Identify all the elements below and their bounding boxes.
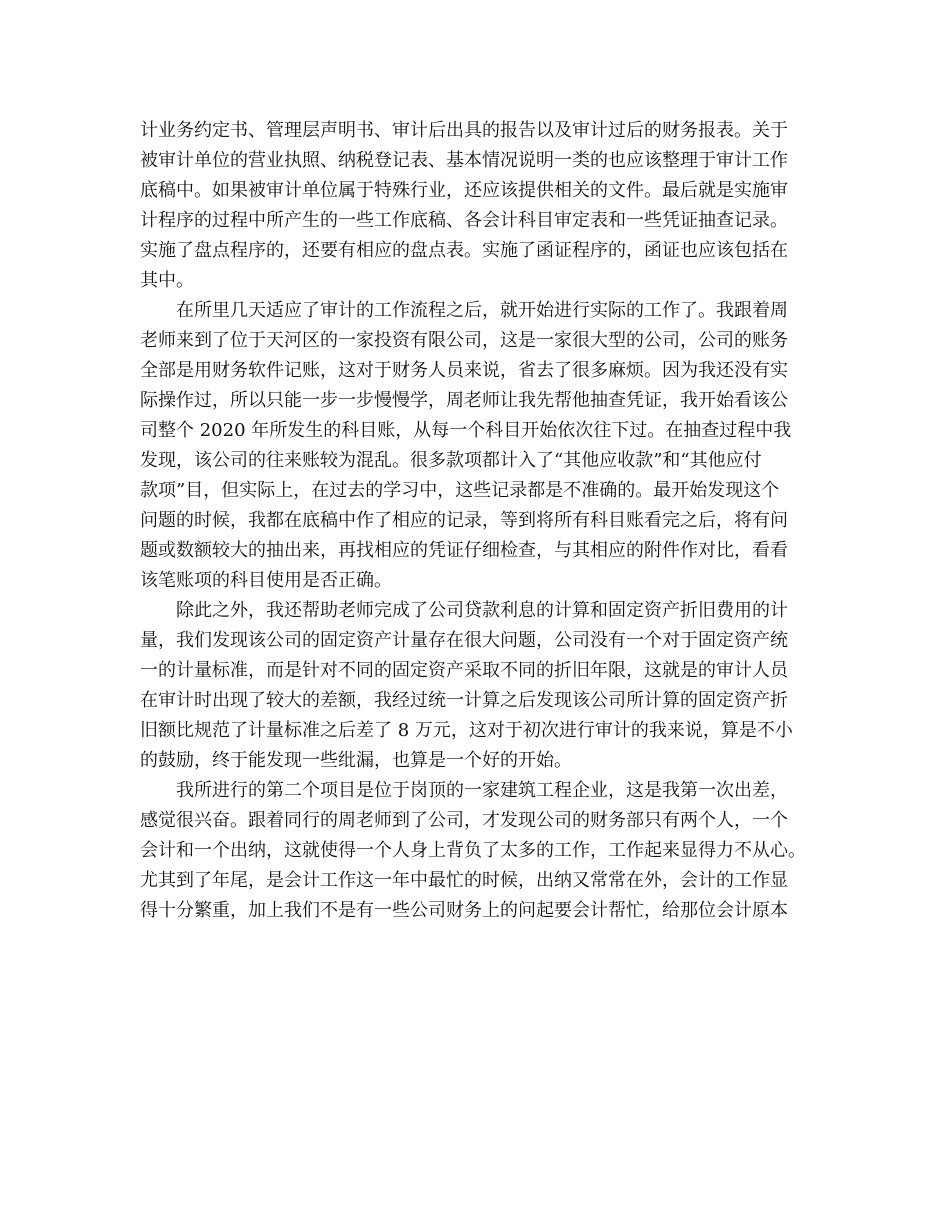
text-line: 得十分繁重，加上我们不是有一些公司财务上的问起要会计帮忙，给那位会计原本	[140, 900, 788, 921]
text-line: 在所里几天适应了审计的工作流程之后，就开始进行实际的工作了。我跟着周	[176, 300, 788, 321]
text-line: 其中。	[140, 270, 194, 291]
document-body	[140, 116, 820, 926]
paragraph-1	[140, 116, 820, 296]
text-line: 全部是用财务软件记账，这对于财务人员来说，省去了很多麻烦。因为我还没有实	[140, 360, 788, 381]
text-line: 一的计量标准，而是针对不同的固定资产采取不同的折旧年限，这就是的审计人员	[140, 660, 788, 681]
text-line: 被审计单位的营业执照、纳税登记表、基本情况说明一类的也应该整理于审计工作	[140, 150, 788, 171]
text-line: 尤其到了年尾，是会计工作这一年中最忙的时候，出纳又常常在外，会计的工作显	[140, 870, 788, 891]
text-line: 的鼓励，终于能发现一些纰漏，也算是一个好的开始。	[140, 750, 572, 771]
paragraph-3	[140, 596, 820, 776]
text-line: 除此之外，我还帮助老师完成了公司贷款利息的计算和固定资产折旧费用的计	[176, 600, 788, 621]
text-line: 会计和一个出纳，这就使得一个人身上背负了太多的工作，工作起来显得力不从心。	[140, 840, 806, 861]
text-line: 底稿中。如果被审计单位属于特殊行业，还应该提供相关的文件。最后就是实施审	[140, 180, 788, 201]
text-line: 计业务约定书、管理层声明书、审计后出具的报告以及审计过后的财务报表。关于	[140, 120, 788, 141]
text-line: 发现，该公司的往来账较为混乱。很多款项都计入了“其他应收款”和“其他应付	[140, 450, 762, 471]
text-line: 老师来到了位于天河区的一家投资有限公司，这是一家很大型的公司，公司的账务	[140, 330, 788, 351]
paragraph-2	[140, 296, 820, 596]
text-line: 问题的时候，我都在底稿中作了相应的记录，等到将所有科目账看完之后，将有问	[140, 510, 788, 531]
text-line: 计程序的过程中所产生的一些工作底稿、各会计科目审定表和一些凭证抽查记录。	[140, 210, 788, 231]
text-line: 感觉很兴奋。跟着同行的周老师到了公司，才发现公司的财务部只有两个人，一个	[140, 810, 788, 831]
text-line: 该笔账项的科目使用是否正确。	[140, 570, 392, 591]
text-line: 司整个 2020 年所发生的科目账，从每一个科目开始依次往下过。在抽查过程中我	[140, 420, 792, 441]
text-line: 我所进行的第二个项目是位于岗顶的一家建筑工程企业，这是我第一次出差，	[176, 780, 788, 801]
text-line: 旧额比规范了计量标准之后差了 8 万元，这对于初次进行审计的我来说，算是不小	[140, 720, 793, 741]
paragraph-4	[140, 776, 820, 926]
text-line: 际操作过，所以只能一步一步慢慢学，周老师让我先帮他抽查凭证，我开始看该公	[140, 390, 788, 411]
text-line: 款项”目，但实际上，在过去的学习中，这些记录都是不准确的。最开始发现这个	[140, 480, 780, 501]
text-line: 在审计时出现了较大的差额，我经过统一计算之后发现该公司所计算的固定资产折	[140, 690, 788, 711]
text-line: 题或数额较大的抽出来，再找相应的凭证仔细检查，与其相应的附件作对比，看看	[140, 540, 788, 561]
text-line: 实施了盘点程序的，还要有相应的盘点表。实施了函证程序的，函证也应该包括在	[140, 240, 788, 261]
text-line: 量，我们发现该公司的固定资产计量存在很大问题，公司没有一个对于固定资产统	[140, 630, 788, 651]
